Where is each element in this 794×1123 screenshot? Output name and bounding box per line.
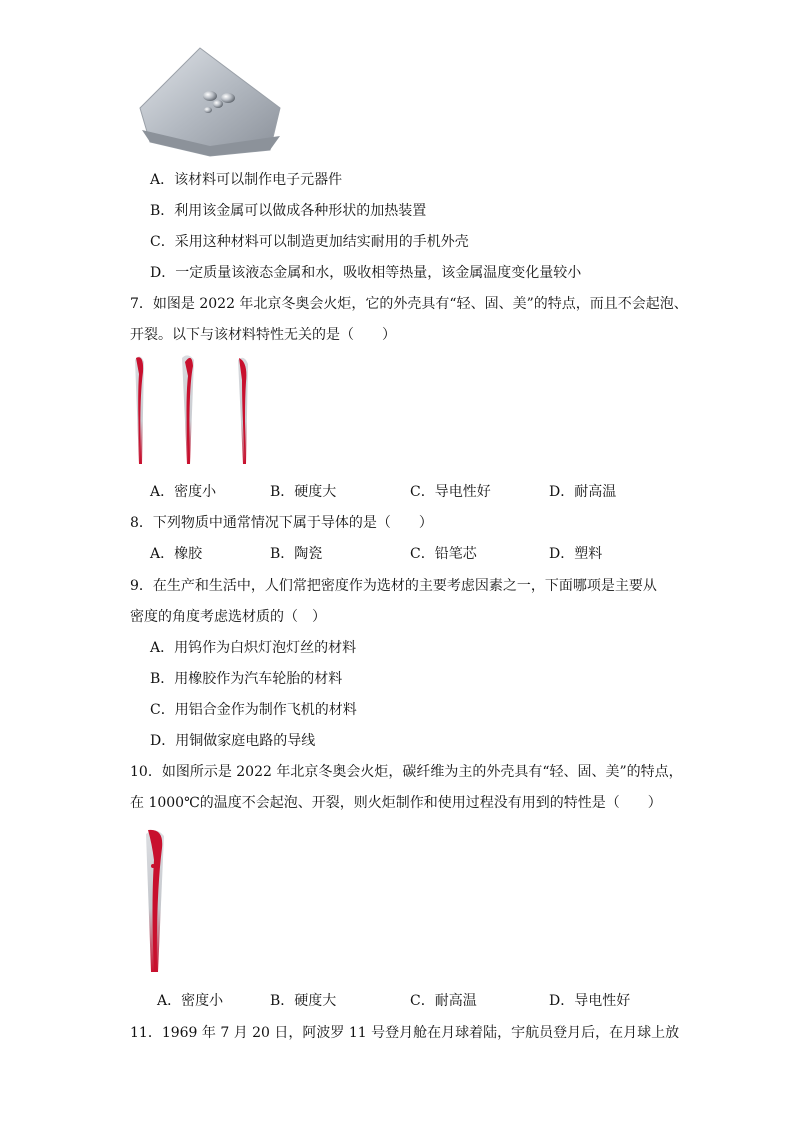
torch-icon-2 bbox=[182, 355, 194, 464]
q6-option-a: A．该材料可以制作电子元器件 bbox=[150, 172, 343, 188]
q10-stem-line2: 在 1000℃的温度不会起泡、开裂，则火炬制作和使用过程没有用到的特性是（ ） bbox=[130, 795, 662, 811]
q6-option-d: D．一定质量该液态金属和水，吸收相等热量，该金属温度变化量较小 bbox=[150, 265, 582, 281]
q10-option-b: B．硬度大 bbox=[270, 993, 337, 1009]
q6-option-c: C．采用这种材料可以制造更加结实耐用的手机外壳 bbox=[150, 234, 469, 250]
torch-icon bbox=[146, 830, 164, 972]
torch-image-single bbox=[138, 826, 172, 976]
q8-option-c: C．铅笔芯 bbox=[410, 546, 477, 562]
q7-option-c: C．导电性好 bbox=[410, 484, 491, 500]
q7-option-a: A．密度小 bbox=[150, 484, 217, 500]
q10-option-d: D．导电性好 bbox=[549, 993, 631, 1009]
q8-option-b: B．陶瓷 bbox=[270, 546, 323, 562]
q9-stem-line2: 密度的角度考虑选材质的（ ） bbox=[130, 609, 326, 625]
torch-icon-3 bbox=[238, 358, 248, 464]
q8-option-d: D．塑料 bbox=[549, 546, 603, 562]
q10-option-c: C．耐高温 bbox=[410, 993, 477, 1009]
torch-images bbox=[130, 352, 260, 470]
q9-option-b: B．用橡胶作为汽车轮胎的材料 bbox=[150, 671, 343, 687]
q7-stem-line2: 开裂。以下与该材料特性无关的是（ ） bbox=[130, 327, 396, 343]
q9-option-a: A．用钨作为白炽灯泡灯丝的材料 bbox=[150, 640, 357, 656]
q9-option-d: D．用铜做家庭电路的导线 bbox=[150, 733, 316, 749]
q9-option-c: C．用铝合金作为制作飞机的材料 bbox=[150, 702, 357, 718]
q6-option-b: B．利用该金属可以做成各种形状的加热装置 bbox=[150, 203, 427, 219]
q7-option-d: D．耐高温 bbox=[549, 484, 617, 500]
q8-stem: 8．下列物质中通常情况下属于导体的是（ ） bbox=[130, 515, 433, 531]
torch-icon-1 bbox=[135, 356, 144, 464]
q7-stem-line1: 7．如图是 2022 年北京冬奥会火炬，它的外壳具有“轻、固、美”的特点，而且不会起泡、 bbox=[130, 296, 688, 312]
q9-stem-line1: 9．在生产和生活中，人们常把密度作为选材的主要考虑因素之一，下面哪项是主要从 bbox=[130, 578, 657, 594]
q10-stem-line1: 10．如图所示是 2022 年北京冬奥会火炬，碳纤维为主的外壳具有“轻、固、美”的特点， bbox=[130, 764, 683, 780]
q8-option-a: A．橡胶 bbox=[150, 546, 203, 562]
q7-option-b: B．硬度大 bbox=[270, 484, 337, 500]
q11-stem-line1: 11．1969 年 7 月 20 日，阿波罗 11 号登月舱在月球着陆，宇航员登月后，在月球上放 bbox=[130, 1025, 680, 1041]
liquid-metal-image bbox=[130, 38, 288, 162]
q10-option-a: A．密度小 bbox=[157, 993, 224, 1009]
